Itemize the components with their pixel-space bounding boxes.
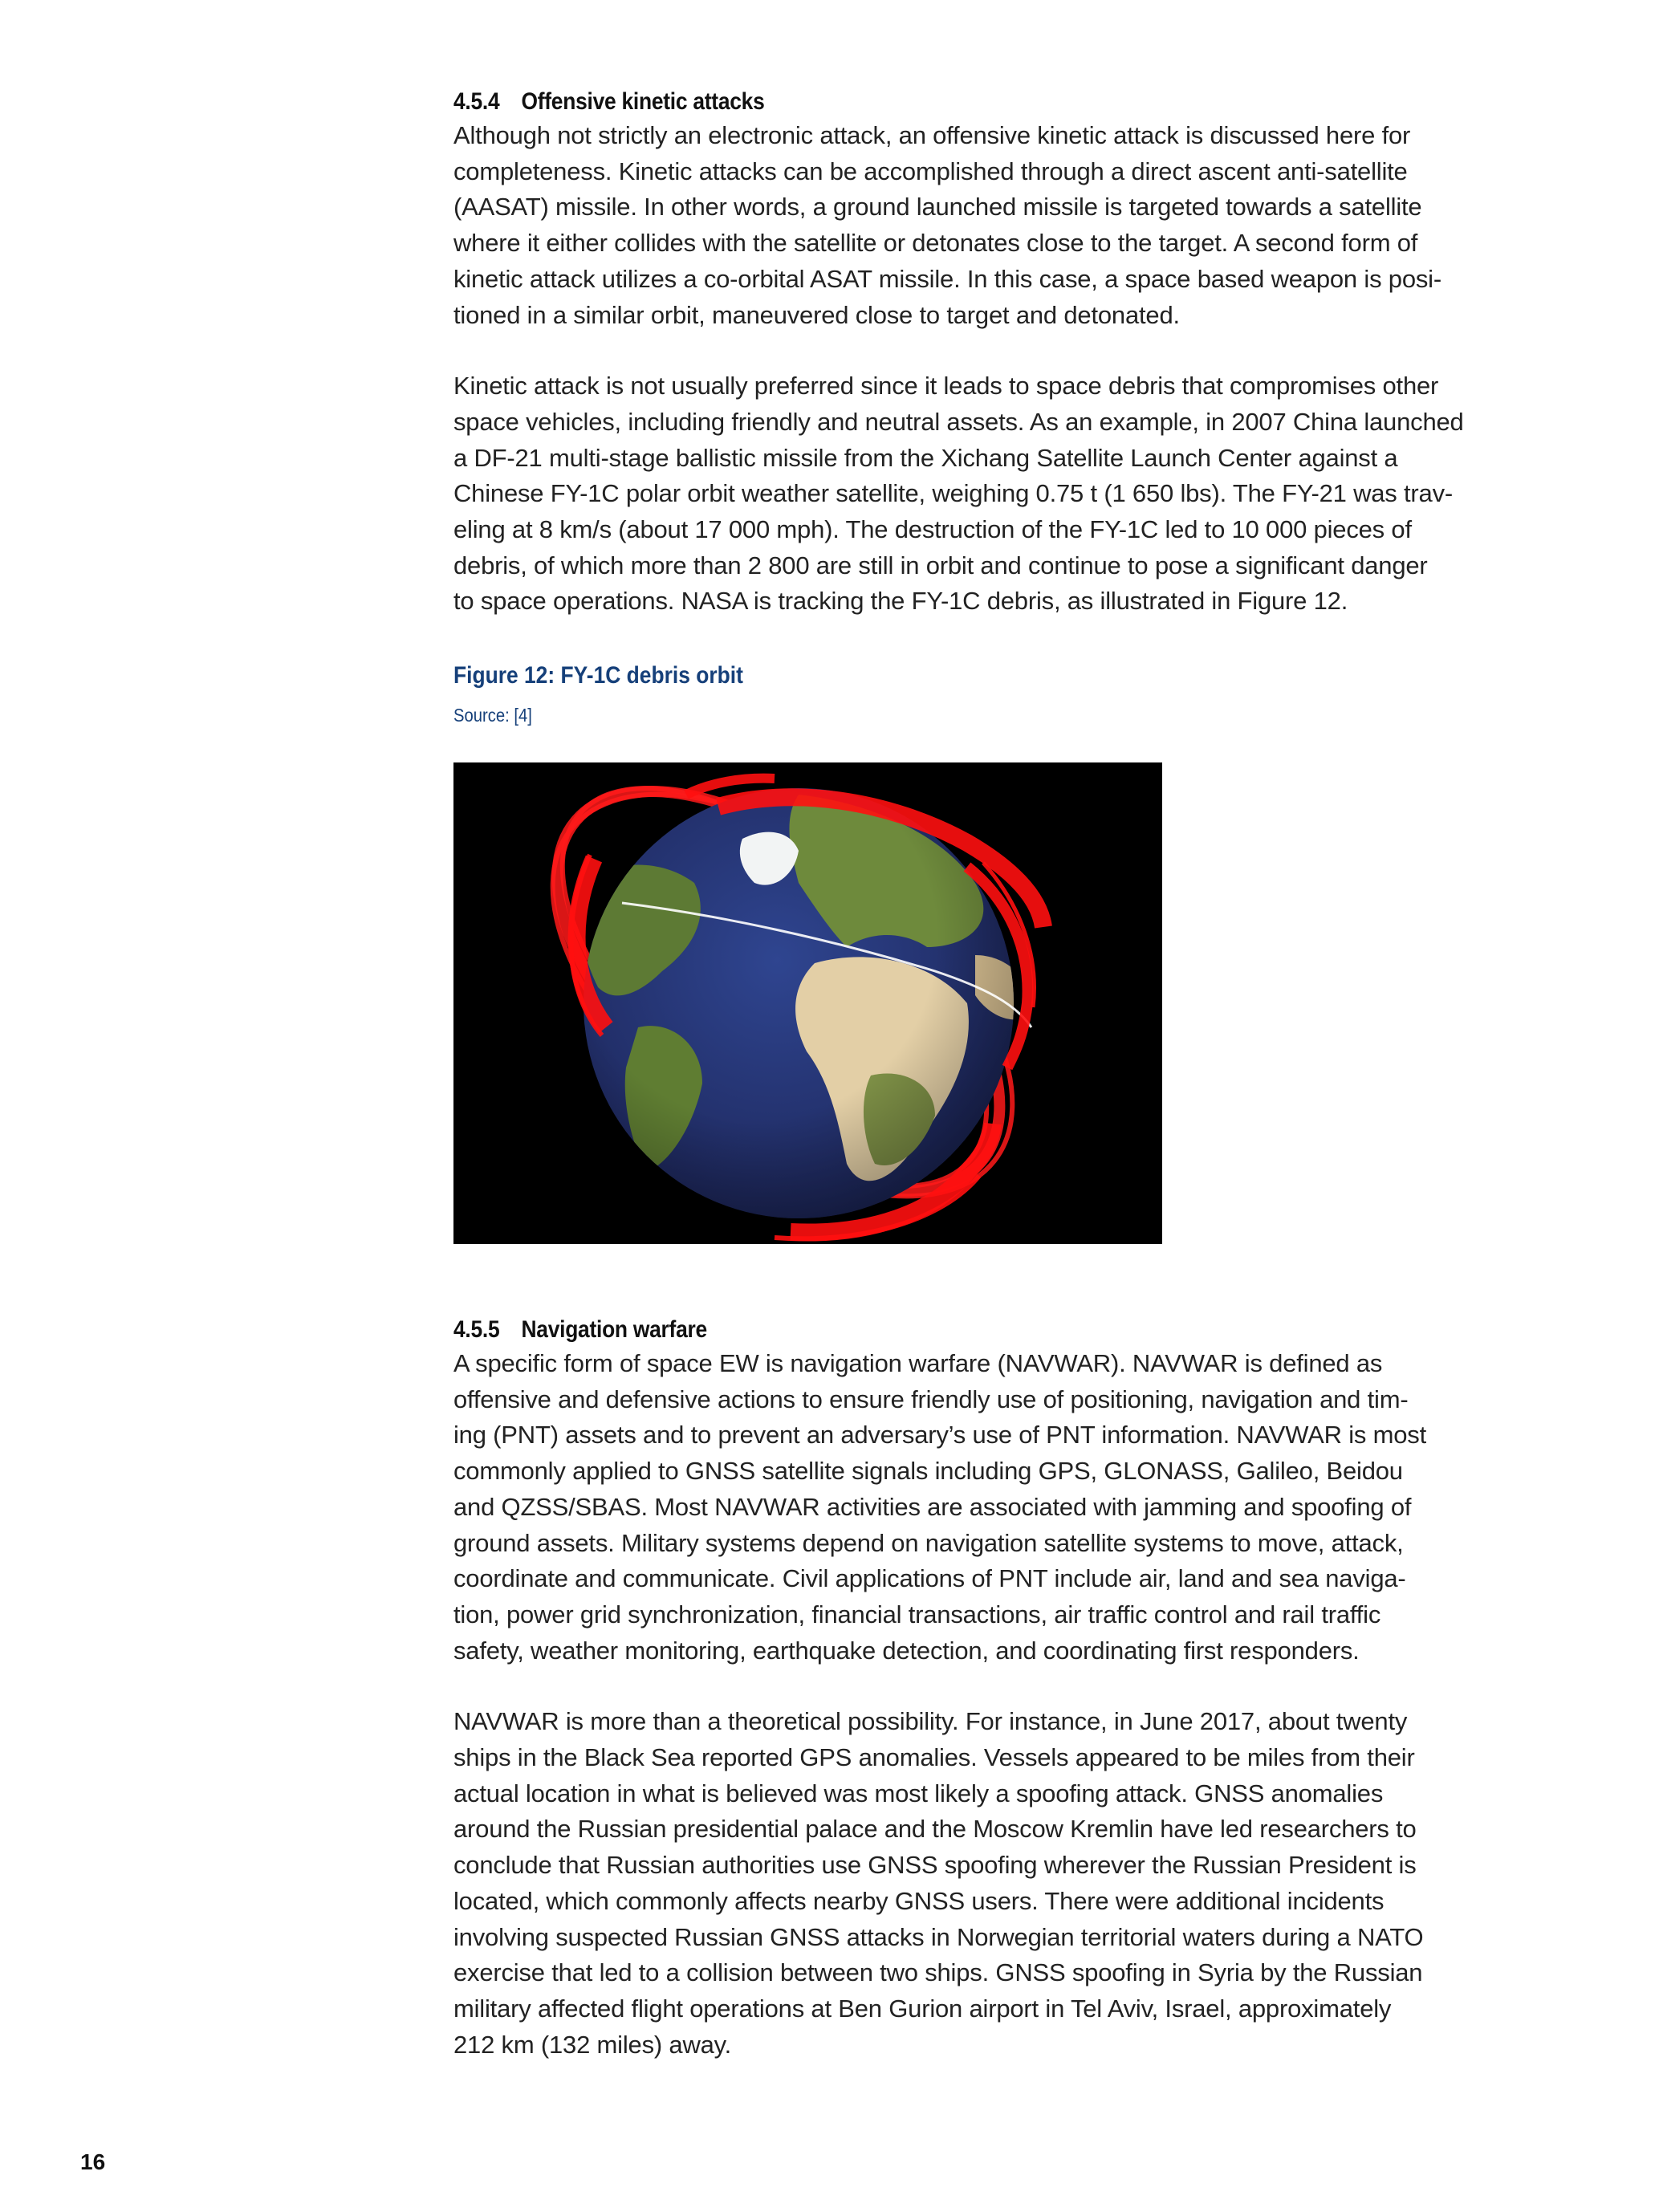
text-line: A specific form of space EW is navigation warfare (NAVWAR). NAVWAR is defined as — [453, 1349, 1383, 1377]
text-line: and QZSS/SBAS. Most NAVWAR activities are associated with jamming and spoofing of — [453, 1492, 1412, 1521]
text-line: (AASAT) missile. In other words, a ground launched missile is targeted towards a satellite — [453, 193, 1422, 222]
debris-orbit-image — [453, 762, 1162, 1244]
text-line: exercise that led to a collision between two ships. GNSS spoofing in Syria by the Russian — [453, 1958, 1423, 1987]
text-line: ships in the Black Sea reported GPS anomalies. Vessels appeared to be miles from their — [453, 1743, 1415, 1772]
paragraph — [453, 118, 1553, 333]
paragraph — [453, 1704, 1553, 2063]
paragraph — [453, 1346, 1553, 1669]
text-line: tioned in a similar orbit, maneuvered close to target and detonated. — [453, 300, 1180, 329]
text-line: commonly applied to GNSS satellite signals including GPS, GLONASS, Galileo, Beidou — [453, 1457, 1403, 1486]
text-line: 212 km (132 miles) away. — [453, 2030, 732, 2059]
text-line: where it either collides with the satellite or detonates close to the target. A second form of — [453, 229, 1418, 258]
text-line: located, which commonly affects nearby GNSS users. There were additional incidents — [453, 1886, 1385, 1915]
text-line: actual location in what is believed was most likely a spoofing attack. GNSS anomalies — [453, 1779, 1384, 1807]
text-line: kinetic attack utilizes a co-orbital ASAT missile. In this case, a space based weapon is posi- — [453, 264, 1441, 293]
page-number: 16 — [80, 2149, 106, 2174]
section-heading — [453, 1314, 1421, 1346]
text-line: a DF-21 multi-stage ballistic missile from the Xichang Satellite Launch Center against a — [453, 443, 1398, 472]
text-line: Although not strictly an electronic attack, an offensive kinetic attack is discussed here for — [453, 121, 1411, 149]
text-line: offensive and defensive actions to ensure friendly use of positioning, navigation and tim- — [453, 1385, 1409, 1413]
section-number: 4.5.4 — [453, 88, 500, 115]
figure-title: Figure 12: FY-1C debris orbit — [453, 662, 743, 689]
section-title: Offensive kinetic attacks — [521, 88, 765, 115]
text-line: NAVWAR is more than a theoretical possibility. For instance, in June 2017, about twenty — [453, 1707, 1408, 1736]
text-line: eling at 8 km/s (about 17 000 mph). The destruction of the FY-1C led to 10 000 pieces of — [453, 515, 1412, 544]
text-line: conclude that Russian authorities use GNSS spoofing wherever the Russian President is — [453, 1851, 1417, 1880]
paragraph — [453, 368, 1553, 620]
figure-source: Source: [4] — [453, 705, 532, 726]
text-line: space vehicles, including friendly and neutral assets. As an example, in 2007 China launched — [453, 407, 1464, 436]
section-number: 4.5.5 — [453, 1316, 500, 1343]
section-heading — [453, 86, 1421, 118]
text-line: involving suspected Russian GNSS attacks in Norwegian territorial waters during a NATO — [453, 1922, 1424, 1951]
text-line: tion, power grid synchronization, financial transactions, air traffic control and rail traffic — [453, 1600, 1381, 1629]
text-line: military affected flight operations at Ben Gurion airport in Tel Aviv, Israel, approximately — [453, 1994, 1392, 2023]
earth-debris-illustration — [453, 762, 1162, 1244]
text-line: Kinetic attack is not usually preferred since it leads to space debris that compromises other — [453, 372, 1439, 401]
text-line: debris, of which more than 2 800 are still in orbit and continue to pose a significant danger — [453, 551, 1428, 579]
section-454 — [453, 86, 1553, 620]
section-455 — [453, 1314, 1553, 2063]
text-line: safety, weather monitoring, earthquake detection, and coordinating first responders. — [453, 1636, 1360, 1665]
text-line: ing (PNT) assets and to prevent an adversary’s use of PNT information. NAVWAR is most — [453, 1421, 1426, 1450]
text-line: to space operations. NASA is tracking the FY-1C debris, as illustrated in Figure 12. — [453, 587, 1348, 616]
text-line: around the Russian presidential palace and the Moscow Kremlin have led researchers to — [453, 1815, 1417, 1844]
section-title: Navigation warfare — [521, 1316, 707, 1343]
text-line: Chinese FY-1C polar orbit weather satellite, weighing 0.75 t (1 650 lbs). The FY-21 was trav- — [453, 479, 1454, 508]
text-line: completeness. Kinetic attacks can be accomplished through a direct ascent anti-satellite — [453, 157, 1408, 185]
text-line: ground assets. Military systems depend on navigation satellite systems to move, attack, — [453, 1528, 1404, 1557]
text-line: coordinate and communicate. Civil applications of PNT include air, land and sea naviga- — [453, 1564, 1406, 1593]
